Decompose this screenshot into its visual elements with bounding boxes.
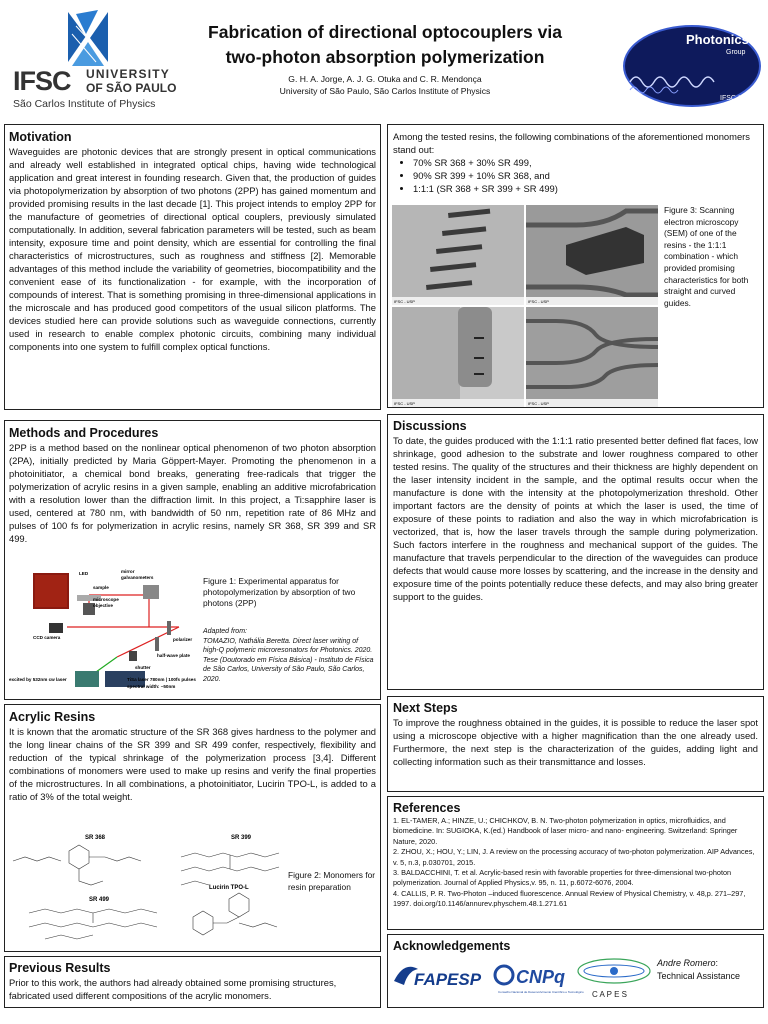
svg-text:CNPq: CNPq — [516, 967, 565, 987]
photonics-group: Group — [726, 49, 746, 56]
svg-text:IFSC - USP: IFSC - USP — [528, 401, 549, 406]
acknowledgements-section — [387, 934, 764, 1008]
svg-text:FAPESP: FAPESP — [414, 970, 482, 989]
sr368-label: SR 368 — [85, 835, 106, 841]
ifsc-acronym: IFSC — [13, 66, 71, 96]
tpo-structure — [193, 911, 213, 935]
university-line2: OF SÃO PAULO — [86, 81, 177, 95]
poster-header — [0, 0, 768, 120]
sem-image-coupler-closeup — [526, 205, 658, 305]
pump-laser — [75, 671, 99, 687]
motivation-text: Waveguides are photonic devices that are strongly present in optical communications and already well established in integrated optical chips, having wide technological application and great interest in founding research. Given that, the production of guides via photopolymerization by absorption of two photons (2PP) has gained momentum and provided promising results in the last decade [1]. This project intends to employ 2PP for the manufacture of geometries of directional optical couplers, previously simulated computationally. In addition, several fabrication parameters will be tested, such as beam intensity, exposure time and point density, which are essential for controlling the final characteristics of microstructures, such as roughness and stiffness [2]. Memorable advantages of this method include the variability of geometries, biocompatibility and the convenient ease of its functionalization - for example, with the incorporation of compounds of interest. That is something promising in three-dimensional applications in the microscale and has produced good competitors of the usual silicon platforms. The devices studied here can provide solutions such as waveguide connections, currently used in research to enable complex photonic circuits, combining many individual components into one system to fulfill complex optical functions. — [9, 146, 376, 352]
photonics-group-logo — [622, 20, 762, 108]
discussions-text: To date, the guides produced with the 1:1:1 ratio presented better defined flat faces, low shrinkage, good adhesion to the substrate and lower roughness compared to other tested resins. The quality of the structures and their thickness are highly dependent on the laser intensity incident in the sample, and the optimal results occur when the manufacture is done with the intensity at the photopolymerization threshold. Other important factors are the density of points at which the laser is used, the time of exposure of these points to radiation and also the way in which microfabrication is vectorized, that is, how the laser travels through the sample during polymerization. Such factors interfere in the roughness and mechanical support of the guides. The manufacture that travels perpendicular to the direction of the waveguides can produce defects that would cause more losses by scattering, and the increase in the density and exposure time of the points potentially reduce these defects, and may also bring greater support to the guides. — [393, 435, 758, 602]
funding-logos — [392, 955, 654, 1005]
acrylic-heading: Acrylic Resins — [9, 710, 96, 724]
halfwave-plate — [155, 637, 159, 651]
previous-results-section — [4, 956, 381, 1008]
tested-resins-section — [387, 124, 764, 408]
title-line-1: Fabrication of directional optocouplers via — [208, 22, 562, 42]
tpo-label: Lucirin TPO-L — [209, 885, 249, 891]
svg-text:excited by 532nm cw laser: excited by 532nm cw laser — [9, 677, 67, 682]
sem-image-curved-guides — [526, 307, 658, 407]
figure2-caption: Figure 2: Monomers for resin preparation — [288, 870, 376, 892]
authors: G. H. A. Jorge, A. J. G. Otuka and C. R. Mendonça — [288, 74, 482, 84]
acknowledged-person: Andre Romero: Technical Assistance — [657, 958, 741, 981]
acknowledgements-heading: Acknowledgements — [393, 939, 511, 953]
svg-text:TiSa laser 780nm | 100fs pulse: TiSa laser 780nm | 100fs pulses — [127, 677, 196, 682]
affiliation: University of São Paulo, São Carlos Institute of Physics — [279, 86, 491, 96]
ccd-camera — [49, 623, 63, 633]
galvo-mirror — [143, 585, 159, 599]
svg-text:Conselho Nacional de Desenvolv: Conselho Nacional de Desenvolvimento Científico e Tecnológico — [498, 990, 584, 994]
resin-item: • 1:1:1 (SR 368 + SR 399 + SR 499) — [413, 182, 758, 195]
sr368-structure — [13, 857, 61, 861]
usp-emblem-icon — [68, 10, 108, 66]
sr499-structure — [29, 909, 157, 913]
svg-text:IFSC - USP: IFSC - USP — [394, 401, 415, 406]
person-role: Technical Assistance — [657, 971, 741, 981]
methods-text: 2PP is a method based on the nonlinear optical phenomenon of two photon absorption (2PA), initially predicted by Maria Göppert-Mayer. Promoting the phenomenon in a photoinitiator, a chemical bond breaks, generating free-radicals that trigger the polymerization of acrylic resins in a given sample, enabling an additive microfabrication with a resolution lower than the diffraction limit. In this project, a Ti:sapphire laser is used, centered at 780 nm, with bandwidth of 50 nm, repetition rate of 86 MHz and pulses of 100 fs for polymerization in acrylic resins, namely SR 368, SR 399 and SR 499. — [9, 442, 376, 544]
shutter — [129, 651, 137, 661]
sr399-label: SR 399 — [231, 835, 252, 841]
person-name: Andre Romero — [657, 958, 716, 968]
usp-ifsc-logo — [10, 8, 178, 112]
sem-image-side-view — [392, 307, 524, 407]
methods-heading: Methods and Procedures — [9, 426, 159, 440]
svg-text:LED: LED — [79, 571, 89, 576]
svg-text:half-wave plate: half-wave plate — [157, 653, 190, 658]
institute-name: São Carlos Institute of Physics — [13, 98, 156, 110]
sr499-label: SR 499 — [89, 897, 110, 903]
resin-item: • 90% SR 399 + 10% SR 368, and — [413, 169, 758, 182]
svg-text:sample: sample — [93, 585, 109, 590]
next-steps-heading: Next Steps — [393, 701, 458, 715]
resins-list — [413, 156, 758, 195]
svg-text:IFSC - USP: IFSC - USP — [394, 299, 415, 304]
svg-text:spectral width: ~50nm: spectral width: ~50nm — [127, 684, 176, 689]
sem-images — [392, 205, 658, 407]
next-steps-section — [387, 696, 764, 792]
reference-item: 3. BALDACCHINI, T. et al. Acrylic-based resin with favorable properties for three-dimensional two-photon polymerization. Journal of Applied Physics,v. 95, n. 11, p.6072-6076, 2004. — [393, 868, 732, 888]
reference-item: 2. ZHOU, X.; HOU, Y.; LIN, J. A review on the processing accuracy of two-photon polymerization. AIP Advances, v. 5, n.3, p.030701, 2015. — [393, 847, 755, 867]
next-steps-text: To improve the roughness obtained in the guides, it is possible to reduce the laser spot using a microscope objective with a higher magnification than the one already used. Furthermore, the next step is the characterization of the guides, adding light and collecting information such as their transmittance and losses. — [393, 717, 758, 767]
figure1-caption: Figure 1: Experimental apparatus for photopolymerization by absorption of two photons (2PP) — [203, 576, 356, 608]
university-line1: UNIVERSITY — [86, 67, 171, 81]
svg-text:C A P E S: C A P E S — [592, 990, 627, 999]
figure1-source: Adapted from: TOMAZIO, Nathália Beretta. Direct laser writing of high-Q polymeric microresonators for Photonics. 2020. Tese (Doutorado em Física Básica) - Instituto de Física de São Carlos, University of São Paulo, São Carlos, 2020. — [203, 628, 374, 683]
svg-text:microscope: microscope — [93, 597, 119, 602]
fapesp-logo — [394, 967, 482, 989]
resins-intro: Among the tested resins, the following combinations of the aforementioned monomers stand out: — [393, 131, 750, 155]
svg-text:CCD camera: CCD camera — [33, 635, 61, 640]
discussions-heading: Discussions — [393, 419, 467, 433]
svg-text:polarizer: polarizer — [173, 637, 193, 642]
svg-text:shutter: shutter — [135, 665, 151, 670]
poster-title — [190, 20, 580, 70]
acrylic-text: It is known that the aromatic structure of the SR 368 gives hardness to the polymer and the long linear chains of the SR 399 and SR 499 confer, respectively, flexibility and reduction of the typical shrinkage of the polymerization process [3,4]. Different combinations of monomers were used to make up resins and verify the final properties of the microstructures. In all combinations, a photoinitiator, Lucirin TPO-L, is added to a ratio of 3% of the total weight. — [9, 726, 376, 802]
resin-item: • 70% SR 368 + 30% SR 499, — [413, 156, 758, 169]
photonics-name: Photonics — [686, 32, 749, 47]
sem-image-straight-guides — [392, 205, 524, 305]
svg-text:galvanometers: galvanometers — [121, 575, 154, 580]
references-heading: References — [393, 801, 461, 815]
photonics-tag: IFSC-USP — [720, 95, 753, 102]
svg-text:mirror: mirror — [121, 569, 135, 574]
motivation-heading: Motivation — [9, 130, 72, 144]
title-line-2: two-photon absorption polymerization — [225, 47, 545, 67]
previous-text: Prior to this work, the authors had already obtained some promising structures, fabricated used different compositions of the acrylic monomers. — [9, 977, 337, 1001]
discussions-section — [387, 414, 764, 690]
motivation-section — [4, 124, 381, 410]
svg-text:objective: objective — [93, 603, 113, 608]
previous-heading: Previous Results — [9, 961, 111, 975]
experimental-setup-diagram — [9, 567, 199, 695]
references-section — [387, 796, 764, 930]
polarizer-plate — [167, 621, 171, 635]
acrylic-resins-section — [4, 704, 381, 952]
cnpq-logo — [495, 966, 584, 994]
methods-section — [4, 420, 381, 700]
svg-text:IFSC - USP: IFSC - USP — [528, 299, 549, 304]
reference-item: 4. CALLIS, P. R. Two-Photon –induced fluorescence. Annual Review of Physical Chemistry, v. 48,p. 271–297, 1997. doi.org/10.1146/annurev.physchem.48.1.271.61 — [393, 888, 746, 909]
cnpq-swirl-icon — [495, 966, 513, 984]
authors-block — [190, 73, 580, 97]
capes-logo — [578, 959, 650, 999]
figure3-caption: Figure 3: Scanning electron microscopy (SEM) of one of the resins - the 1:1:1 combination - which provided promising characteristics for both straight and curved guides. — [664, 205, 749, 308]
reference-item: 1. EL-TAMER, A.; HINZE, U.; CHICHKOV, B. N. Two-photon polymerization in optics, microfluidics, and biomedicine. In: SUGIOKA, K.(ed.) Handbook of laser micro- and nano- engineering. Switzerland: Springer Nature, 2020. — [393, 816, 738, 846]
